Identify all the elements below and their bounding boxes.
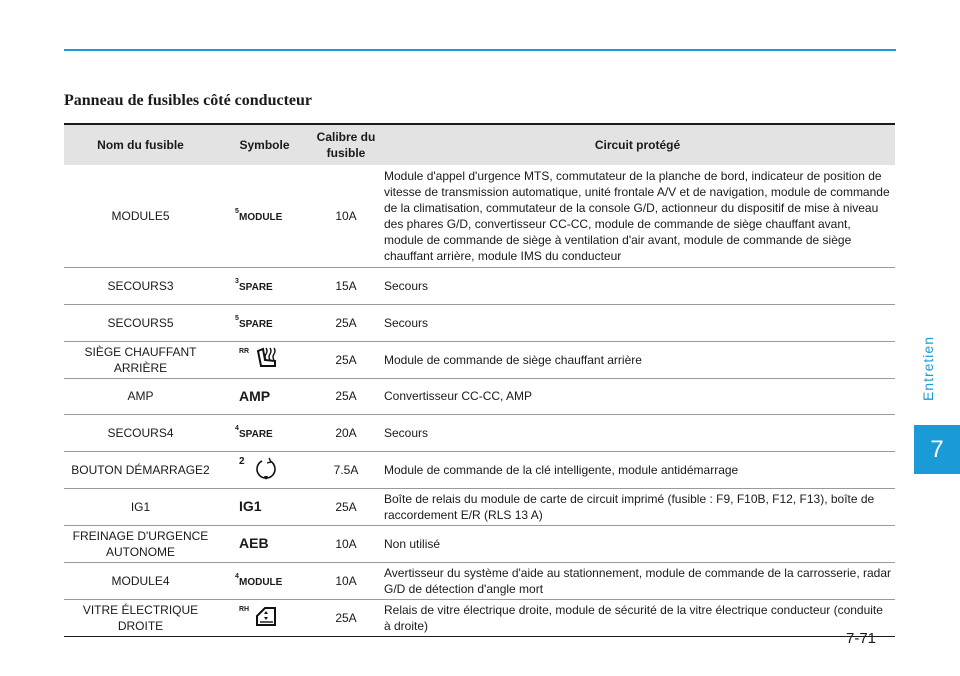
- fuse-symbol: [217, 525, 312, 562]
- symbol-superscript: 5: [235, 207, 239, 215]
- fuse-name: IG1: [64, 488, 217, 525]
- symbol-label: [235, 424, 273, 440]
- fuse-circuit: Secours: [380, 414, 895, 451]
- symbol-text: AMP: [239, 387, 271, 404]
- fuse-circuit: Module de commande de la clé intelligente, module antidémarrage: [380, 451, 895, 488]
- header-name: Nom du fusible: [97, 138, 184, 152]
- symbol-text: AEB: [239, 535, 269, 551]
- fuse-name: VITRE ÉLECTRIQUE DROITE: [64, 599, 217, 636]
- symbol-superscript: 4: [235, 424, 239, 432]
- fuse-symbol: [217, 341, 312, 378]
- fuse-rating: 25A: [312, 304, 380, 341]
- fuse-rating: 15A: [312, 267, 380, 304]
- start-button-icon: [239, 454, 287, 482]
- fuse-name: SECOURS5: [64, 304, 217, 341]
- symbol-text: SPARE: [239, 428, 273, 440]
- symbol-superscript: RR: [239, 347, 250, 355]
- table-row: [64, 599, 895, 636]
- fuse-symbol: [217, 414, 312, 451]
- symbol-label: [235, 207, 283, 223]
- fuse-circuit: Module d'appel d'urgence MTS, commutateur de la planche de bord, indicateur de position de vitesse de transmission automatique, unité frontale A/V et de navigation, module de commande de la climatisation, commutateur de la console G/D, actionneur du dispositif de mise à niveau des phares G/D, convertisseur CC-CC, module de commande de siège chauffant avant, module de commande de siège à ventilation d'air avant, module de commande de siège chauffant arrière, module IMS du conducteur: [380, 165, 895, 267]
- fuse-rating: 25A: [312, 341, 380, 378]
- symbol-label: [235, 277, 273, 293]
- fuse-symbol: [217, 562, 312, 599]
- fuse-name: SIÈGE CHAUFFANT ARRIÈRE: [64, 341, 217, 378]
- symbol-superscript: 5: [235, 314, 239, 322]
- symbol-superscript: 2: [239, 455, 245, 467]
- fuse-symbol: [217, 378, 312, 414]
- fuse-circuit: Avertisseur du système d'aide au stationnement, module de commande de la carrosserie, radar G/D de détection d'angle mort: [380, 562, 895, 599]
- fuse-table: [64, 123, 895, 637]
- chapter-side-label: Entretien: [920, 336, 936, 402]
- symbol-text: SPARE: [239, 281, 273, 293]
- chapter-number-tab: 7: [914, 425, 960, 474]
- fuse-rating: 25A: [312, 488, 380, 525]
- fuse-rating: 10A: [312, 525, 380, 562]
- fuse-symbol: [217, 488, 312, 525]
- fuse-name: SECOURS4: [64, 414, 217, 451]
- table-row: [64, 165, 895, 267]
- header-rating: Calibre du fusible: [316, 130, 376, 160]
- table-row: [64, 488, 895, 525]
- heated-seat-icon: [239, 344, 287, 372]
- fuse-circuit: Boîte de relais du module de carte de circuit imprimé (fusible : F9, F10B, F12, F13), boîte de raccordement E/R (RLS 13 A): [380, 488, 895, 525]
- power-window-icon: [239, 602, 287, 630]
- fuse-circuit: Module de commande de siège chauffant arrière: [380, 341, 895, 378]
- fuse-rating: 25A: [312, 378, 380, 414]
- top-rule: [64, 49, 896, 51]
- fuse-name: AMP: [64, 378, 217, 414]
- symbol-label: [235, 314, 273, 330]
- fuse-name: MODULE5: [64, 165, 217, 267]
- fuse-name: MODULE4: [64, 562, 217, 599]
- table-row: [64, 414, 895, 451]
- symbol-text: IG1: [239, 498, 262, 514]
- fuse-rating: 10A: [312, 562, 380, 599]
- fuse-rating: 20A: [312, 414, 380, 451]
- table-row: [64, 304, 895, 341]
- table-row: [64, 341, 895, 378]
- fuse-circuit: Secours: [380, 304, 895, 341]
- fuse-name: FREINAGE D'URGENCE AUTONOME: [64, 525, 217, 562]
- symbol-superscript: RH: [239, 605, 250, 613]
- symbol-text: MODULE: [239, 211, 283, 223]
- fuse-symbol: [217, 599, 312, 636]
- symbol-text: SPARE: [239, 318, 273, 330]
- fuse-circuit: Relais de vitre électrique droite, module de sécurité de la vitre électrique conducteur (conduite à droite): [380, 599, 895, 636]
- fuse-name: BOUTON DÉMARRAGE2: [64, 451, 217, 488]
- header-circuit: Circuit protégé: [594, 138, 681, 152]
- fuse-rating: 25A: [312, 599, 380, 636]
- header-symbol: Symbole: [239, 138, 290, 152]
- table-row: [64, 525, 895, 562]
- fuse-rating: 7.5A: [312, 451, 380, 488]
- fuse-symbol: [217, 451, 312, 488]
- fuse-rating: 10A: [312, 165, 380, 267]
- fuse-name: SECOURS3: [64, 267, 217, 304]
- fuse-symbol: [217, 267, 312, 304]
- fuse-symbol: [217, 165, 312, 267]
- symbol-text: MODULE: [239, 576, 283, 588]
- table-row: [64, 562, 895, 599]
- fuse-circuit: Non utilisé: [380, 525, 895, 562]
- fuse-circuit: Convertisseur CC-CC, AMP: [380, 378, 895, 414]
- symbol-superscript: 4: [235, 572, 239, 580]
- section-title: Panneau de fusibles côté conducteur: [64, 92, 312, 109]
- page-number: 7-71: [846, 630, 877, 647]
- table-row: [64, 451, 895, 488]
- table-row: [64, 267, 895, 304]
- fuse-circuit: Secours: [380, 267, 895, 304]
- table-header-row: [64, 124, 895, 165]
- table-row: [64, 378, 895, 414]
- symbol-superscript: 3: [235, 277, 239, 285]
- fuse-symbol: [217, 304, 312, 341]
- symbol-label: [235, 572, 283, 588]
